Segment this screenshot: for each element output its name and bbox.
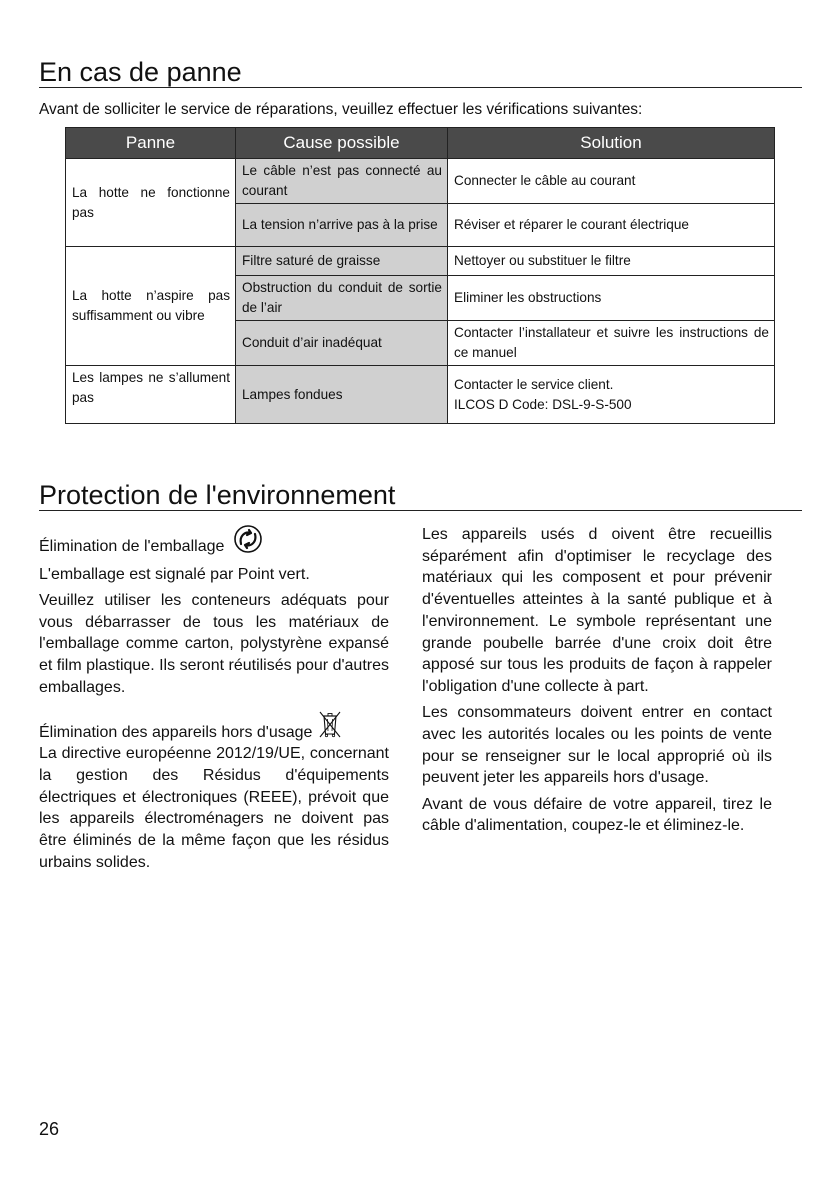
cause-cell: Lampes fondues (236, 366, 448, 424)
packaging-text-2: Veuillez utiliser les conteneurs adéquats pour vous débarrasser de tous les matériaux de l'emballage comme carton, polystyrène expansé et film plastique. Ils seront réutilisés pour d'autres emballages. (39, 592, 389, 696)
cause-cell: Le câble n’est pas connecté au courant (236, 159, 448, 204)
section-title-environment: Protection de l'environnement (39, 480, 396, 510)
packaging-heading-text: Élimination de l'emballage (39, 538, 225, 555)
panne-cell: La hotte n’aspire pas suffisamment ou vibre (66, 247, 236, 366)
title-rule (39, 87, 802, 88)
solution-cell (448, 366, 775, 424)
cause-cell: La tension n’arrive pas à la prise (236, 204, 448, 247)
crossed-bin-icon (317, 709, 343, 739)
solution-line: Contacter le service client. (454, 376, 614, 392)
right-text-1: Les appareils usés d oivent être recueillis séparément afin d'optimiser le recyclage des matériaux qui les composent et pour prévenir d'éventuelles atteintes à la santé publique et à l'environnement. Le symbole représentant une grande poubelle barrée d'une croix doit être apposé sur tous les produits de façon à rappeler l'obligation d'une collecte à part. (422, 526, 772, 695)
right-column (422, 524, 772, 842)
table-row (66, 247, 775, 276)
panne-cell: La hotte ne fonctionne pas (66, 159, 236, 247)
solution-cell: Connecter le câble au courant (448, 159, 775, 204)
packaging-text-1: L'emballage est signalé par Point vert. (39, 565, 310, 583)
right-text-3: Avant de vous défaire de votre appareil, tirez le câble d'alimentation, coupez-le et éliminez-le. (422, 795, 772, 835)
solution-cell: Réviser et réparer le courant électrique (448, 204, 775, 247)
cause-cell: Conduit d’air inadéquat (236, 321, 448, 366)
table-row (66, 159, 775, 204)
section-title-troubleshooting: En cas de panne (39, 57, 242, 87)
appliances-heading-text: Élimination des appareils hors d'usage (39, 723, 313, 741)
green-dot-icon (233, 524, 263, 554)
header-solution: Solution (448, 128, 775, 159)
cause-cell: Filtre saturé de graisse (236, 247, 448, 276)
table-header-row (66, 128, 775, 159)
troubleshooting-table (65, 127, 775, 424)
packaging-heading (39, 524, 389, 558)
right-text-2: Les consommateurs doivent entrer en contact avec les autorités locales ou les points de vente pour se renseigner sur le local approprié où ils peuvent jeter les appareils hors d'usage. (422, 704, 772, 787)
solution-cell: Nettoyer ou substituer le filtre (448, 247, 775, 276)
left-column (39, 524, 389, 878)
page-number: 26 (39, 1119, 60, 1139)
intro-text: Avant de solliciter le service de réparations, veuillez effectuer les vérifications suivantes: (39, 101, 643, 118)
solution-cell: Contacter l’installateur et suivre les instructions de ce manuel (448, 321, 775, 366)
table-row (66, 366, 775, 424)
appliances-heading (39, 709, 389, 744)
header-panne: Panne (66, 128, 236, 159)
cause-cell: Obstruction du conduit de sortie de l’air (236, 276, 448, 321)
appliances-text: La directive européenne 2012/19/UE, concernant la gestion des Résidus d'équipements électriques et électroniques (REEE), prévoit que les appareils électroménagers ne doivent pas être éliminés de la même façon que les résidus urbains solides. (39, 745, 389, 871)
title-rule (39, 510, 802, 511)
ilcos-code: ILCOS D Code: DSL-9-S-500 (454, 396, 632, 412)
header-cause: Cause possible (236, 128, 448, 159)
solution-cell: Eliminer les obstructions (448, 276, 775, 321)
panne-cell: Les lampes ne s’allument pas (66, 366, 236, 424)
